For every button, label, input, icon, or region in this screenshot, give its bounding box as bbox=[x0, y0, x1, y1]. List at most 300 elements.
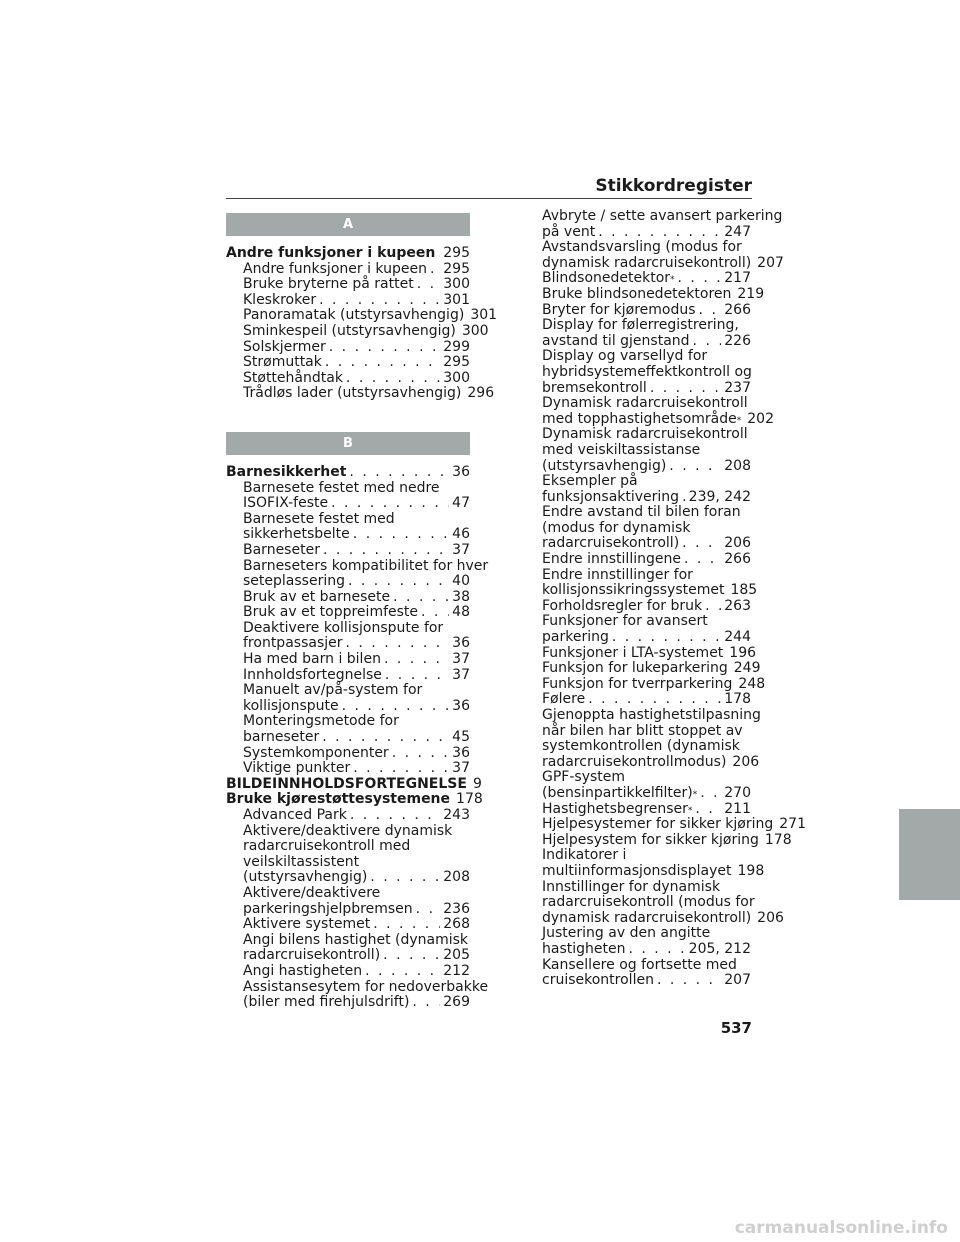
entry-line bbox=[542, 675, 766, 693]
entry-line bbox=[243, 761, 470, 777]
entry-line bbox=[542, 474, 751, 490]
index-sub-entry bbox=[525, 958, 751, 989]
entry-text: seteplassering bbox=[243, 573, 345, 590]
dot-leader bbox=[588, 692, 721, 708]
entry-line bbox=[243, 683, 470, 699]
entry-line bbox=[243, 605, 470, 621]
index-column-right bbox=[525, 208, 806, 989]
entry-text: Hjelpesystem for sikker kjøring bbox=[542, 831, 759, 848]
entry-page-number: 247 bbox=[724, 223, 751, 240]
entry-text: parkering bbox=[542, 629, 609, 646]
entry-line bbox=[243, 340, 470, 356]
entry-text: Bruk av et toppreimfeste bbox=[243, 604, 419, 621]
entry-page-number: 206 bbox=[724, 535, 751, 552]
entry-line bbox=[243, 808, 470, 824]
index-sub-entry bbox=[226, 714, 470, 745]
entry-page-number: 248 bbox=[738, 675, 766, 692]
index-sub-entry bbox=[525, 505, 751, 552]
entry-line bbox=[243, 496, 470, 512]
index-sub-entry bbox=[525, 285, 765, 303]
entry-page-number: 37 bbox=[452, 651, 470, 668]
entry-line bbox=[226, 791, 483, 808]
entry-text: barneseter bbox=[243, 729, 320, 746]
entry-text: Strømuttak bbox=[243, 354, 322, 371]
entry-page-number: 219 bbox=[737, 285, 765, 302]
entry-text: Angi bilens hastighet (dynamisk bbox=[243, 931, 469, 948]
entry-text: Bruk av et barnesete bbox=[243, 588, 391, 605]
entry-text: dynamisk radarcruisekontroll) bbox=[542, 254, 752, 271]
entry-text: radarcruisekontroll (modus for bbox=[542, 894, 755, 911]
entry-page-number: 271 bbox=[779, 816, 806, 833]
dot-leader bbox=[325, 355, 440, 371]
entry-page-number: 299 bbox=[443, 338, 470, 355]
entry-line bbox=[243, 730, 470, 746]
entry-line: Hastighetsbegrenser * . . . 211 bbox=[542, 802, 751, 818]
index-sub-entry bbox=[226, 824, 470, 886]
entry-text: Funksjon for tverrparkering bbox=[542, 675, 733, 692]
entry-text: Gjenoppta hastighetstilpasning bbox=[542, 707, 761, 723]
dot-leader bbox=[370, 870, 440, 886]
entry-line bbox=[542, 816, 806, 833]
entry-text: Endre innstillinger for bbox=[542, 566, 693, 583]
index-sub-entry bbox=[525, 395, 774, 427]
index-sub-entry bbox=[525, 707, 761, 770]
entry-text: Aktivere/deaktivere dynamisk bbox=[243, 822, 453, 839]
index-sub-entry bbox=[226, 917, 470, 933]
entry-text: Funksjoner for avansert bbox=[542, 613, 708, 630]
entry-line bbox=[542, 582, 758, 599]
entry-text: (bensinpartikkelfilter) bbox=[542, 784, 693, 801]
entry-text: kollisjonspute bbox=[243, 697, 339, 714]
entry-line bbox=[226, 465, 470, 481]
entry-line bbox=[542, 770, 751, 786]
index-sub-entry bbox=[525, 675, 766, 693]
index-sub-entry bbox=[525, 318, 751, 349]
entry-line bbox=[542, 552, 751, 568]
entry-text: Barneseter bbox=[243, 541, 320, 558]
entry-line bbox=[542, 958, 751, 974]
entry-text: Ha med barn i bilen bbox=[243, 651, 381, 668]
entry-page-number: 243 bbox=[443, 807, 470, 823]
entry-line bbox=[542, 926, 751, 942]
watermark-text: carmanualsonline.info bbox=[734, 1218, 948, 1238]
chapter-side-tab bbox=[899, 809, 960, 900]
entry-text: bremsekontroll bbox=[542, 379, 647, 396]
entry-text: Bruke blindsonedetektoren bbox=[542, 285, 732, 302]
dot-leader bbox=[348, 574, 449, 590]
entry-line bbox=[542, 521, 751, 537]
entry-line bbox=[243, 543, 470, 559]
entry-text: Aktivere systemet bbox=[243, 916, 371, 933]
entry-page-number: 301 bbox=[443, 291, 470, 308]
dot-leader bbox=[628, 942, 685, 958]
dot-leader bbox=[650, 381, 721, 397]
dot-leader bbox=[705, 599, 721, 615]
index-sub-entry bbox=[525, 926, 751, 957]
entry-text: Advanced Park bbox=[243, 807, 347, 823]
dot-leader bbox=[384, 652, 449, 668]
index-sub-entry bbox=[226, 543, 470, 559]
entry-text: hybridsystemeffektkontroll og bbox=[542, 363, 752, 380]
dot-leader bbox=[430, 262, 440, 278]
entry-text: Eksempler på bbox=[542, 473, 638, 490]
index-sub-entry bbox=[226, 322, 489, 340]
entry-page-number: 205, 212 bbox=[688, 940, 751, 957]
entry-page-number: 206 bbox=[732, 753, 760, 770]
entry-page-number: 202 bbox=[747, 410, 774, 427]
entry-page-number: 244 bbox=[724, 629, 751, 646]
entry-line bbox=[243, 293, 470, 309]
entry-text: når bilen har blitt stoppet av bbox=[542, 722, 743, 739]
entry-text: (utstyrsavhengig) bbox=[542, 457, 667, 474]
entry-line bbox=[542, 443, 751, 459]
index-sub-entry bbox=[226, 277, 470, 293]
section-letter-band: A bbox=[226, 213, 470, 236]
entry-page-number: 266 bbox=[724, 551, 751, 568]
entry-page-number: 36 bbox=[452, 697, 470, 714]
entry-line bbox=[243, 355, 470, 371]
entry-text: Hjelpesystemer for sikker kjøring bbox=[542, 816, 774, 833]
entry-text: Barnesete festet med nedre bbox=[243, 479, 440, 496]
entry-text: Display for følerregistrering, bbox=[542, 317, 739, 334]
entry-text: Dynamisk radarcruisekontroll bbox=[542, 426, 748, 443]
entry-text: GPF-system bbox=[542, 769, 626, 786]
dot-leader bbox=[392, 746, 449, 762]
entry-line: (bensinpartikkelfilter) * . . . 270 bbox=[542, 786, 751, 802]
entry-line bbox=[243, 746, 470, 762]
index-sub-entry bbox=[226, 340, 470, 356]
entry-line bbox=[542, 240, 751, 256]
entry-page-number: 239, 242 bbox=[688, 488, 751, 505]
entry-line bbox=[243, 714, 470, 730]
index-sub-entry bbox=[226, 293, 470, 309]
entry-line bbox=[542, 660, 761, 677]
entry-text: Barnesikkerhet bbox=[226, 463, 347, 480]
index-sub-entry bbox=[226, 808, 470, 824]
entry-line bbox=[243, 948, 470, 964]
entry-page-number: 37 bbox=[452, 760, 470, 777]
entry-line bbox=[243, 262, 470, 278]
entry-line bbox=[542, 490, 751, 506]
dot-leader bbox=[329, 340, 441, 356]
entry-text: Funksjon for lukeparkering bbox=[542, 660, 728, 677]
dot-leader bbox=[693, 334, 722, 350]
entry-text: Display og varsellyd for bbox=[542, 348, 708, 365]
entry-line: Blindsonedetektor * . . . 217 bbox=[542, 271, 751, 287]
entry-line bbox=[542, 285, 765, 303]
entry-text: Panoramatak (utstyrsavhengig) bbox=[243, 307, 465, 324]
dot-leader bbox=[342, 699, 450, 715]
entry-page-number: 266 bbox=[724, 301, 751, 318]
index-sub-entry bbox=[525, 474, 751, 505]
entry-page-number: 208 bbox=[443, 869, 470, 886]
index-main-entry bbox=[226, 775, 482, 793]
entry-line bbox=[542, 536, 751, 552]
index-sub-entry bbox=[525, 614, 751, 645]
entry-text: radarcruisekontrollmodus) bbox=[542, 753, 727, 770]
entry-page-number: 295 bbox=[443, 260, 470, 277]
entry-text: (utstyrsavhengig) bbox=[243, 869, 368, 886]
entry-line bbox=[243, 277, 470, 293]
entry-text: frontpassasjer bbox=[243, 635, 343, 652]
entry-text: Innstillinger for dynamisk bbox=[542, 878, 721, 895]
entry-text: Viktige punkter bbox=[243, 760, 351, 777]
entry-line bbox=[542, 599, 751, 615]
entry-page-number: 226 bbox=[724, 332, 751, 349]
entry-line bbox=[542, 381, 751, 397]
dot-leader bbox=[699, 303, 722, 319]
entry-line bbox=[542, 973, 751, 989]
entry-line bbox=[243, 964, 470, 980]
index-main-entry bbox=[226, 791, 483, 808]
entry-page-number: 196 bbox=[729, 644, 757, 661]
dot-leader bbox=[383, 948, 440, 964]
entry-page-number: 36 bbox=[452, 463, 470, 480]
entry-line bbox=[243, 512, 470, 528]
index-sub-entry bbox=[226, 621, 470, 652]
dot-leader bbox=[346, 636, 450, 652]
entry-line bbox=[542, 862, 765, 880]
index-sub-entry bbox=[226, 371, 470, 387]
dot-leader bbox=[322, 730, 449, 746]
entry-text: kollisjonssikringssystemet bbox=[542, 582, 725, 599]
entry-text: Trådløs lader (utstyrsavhengig) bbox=[243, 385, 462, 402]
dot-leader bbox=[412, 995, 440, 1011]
entry-line bbox=[243, 699, 470, 715]
entry-text: radarcruisekontroll med bbox=[243, 838, 411, 855]
dot-leader bbox=[612, 630, 721, 646]
entry-line bbox=[542, 909, 784, 927]
entry-line bbox=[226, 775, 482, 793]
entry-line bbox=[542, 848, 751, 864]
entry-text: med topphastighetsområde bbox=[542, 410, 737, 427]
index-sub-entry bbox=[525, 802, 751, 818]
entry-text: Monteringsmetode for bbox=[243, 713, 399, 730]
index-sub-entry bbox=[226, 481, 470, 512]
entry-page-number: 38 bbox=[452, 588, 470, 605]
dot-leader bbox=[353, 527, 449, 543]
entry-line bbox=[542, 692, 751, 708]
dot-leader bbox=[684, 552, 721, 568]
entry-text: hastigheten bbox=[542, 940, 626, 957]
entry-page-number: 249 bbox=[733, 660, 761, 677]
index-sub-entry bbox=[226, 964, 470, 980]
index-sub-entry bbox=[226, 590, 470, 606]
dot-leader bbox=[678, 271, 722, 287]
entry-text: Avstandsvarsling (modus for bbox=[542, 239, 742, 256]
index-sub-entry bbox=[525, 303, 751, 319]
entry-line bbox=[542, 459, 751, 475]
index-sub-entry bbox=[525, 770, 751, 801]
page-header-title: Stikkordregister bbox=[595, 176, 752, 196]
entry-line bbox=[243, 855, 470, 871]
index-sub-entry bbox=[525, 427, 751, 474]
entry-text: Bruke bryterne på rattet bbox=[243, 276, 414, 293]
entry-page-number: 212 bbox=[443, 962, 470, 979]
dot-leader bbox=[598, 225, 721, 241]
index-sub-entry bbox=[226, 512, 470, 543]
index-sub-entry bbox=[226, 683, 470, 714]
entry-page-number: 263 bbox=[724, 597, 751, 614]
index-main-entry bbox=[226, 465, 470, 481]
dot-leader bbox=[393, 590, 449, 606]
dot-leader bbox=[438, 246, 440, 262]
entry-page-number: 48 bbox=[452, 604, 470, 621]
entry-page-number: 9 bbox=[472, 775, 482, 792]
entry-line bbox=[243, 590, 470, 606]
index-sub-entry bbox=[525, 599, 751, 615]
entry-text: dynamisk radarcruisekontroll) bbox=[542, 909, 752, 926]
entry-page-number: 40 bbox=[452, 573, 470, 590]
entry-page-number: 300 bbox=[461, 322, 489, 339]
entry-text: på vent bbox=[542, 223, 596, 240]
entry-text: systemkontrollen (dynamisk bbox=[542, 738, 740, 755]
entry-line bbox=[542, 318, 751, 334]
entry-page-number: 268 bbox=[443, 916, 470, 933]
entry-line bbox=[243, 870, 470, 886]
entry-text: Kleskroker bbox=[243, 291, 317, 308]
entry-line bbox=[542, 396, 751, 412]
entry-text: Blindsonedetektor bbox=[542, 270, 671, 287]
entry-text: Systemkomponenter bbox=[243, 744, 389, 761]
index-sub-entry bbox=[226, 355, 470, 371]
dot-leader bbox=[669, 459, 721, 475]
header-rule bbox=[226, 198, 752, 199]
index-sub-entry bbox=[226, 978, 489, 1011]
entry-text: Barnesete festet med bbox=[243, 510, 395, 527]
entry-text: avstand til gjenstand bbox=[542, 332, 690, 349]
entry-text: Følere bbox=[542, 691, 586, 708]
entry-text: Bryter for kjøremodus bbox=[542, 301, 696, 318]
entry-text: Justering av den angitte bbox=[542, 925, 711, 942]
entry-page-number: 295 bbox=[443, 354, 470, 371]
entry-line bbox=[542, 614, 751, 630]
section-gap bbox=[226, 402, 470, 432]
entry-page-number: 237 bbox=[724, 379, 751, 396]
entry-text: Manuelt av/på-system for bbox=[243, 682, 423, 699]
entry-text: Angi hastigheten bbox=[243, 962, 363, 979]
dot-leader bbox=[323, 543, 449, 559]
entry-line bbox=[542, 427, 751, 443]
entry-page-number: 178 bbox=[456, 791, 483, 808]
entry-line bbox=[542, 753, 760, 771]
entry-line bbox=[243, 978, 489, 996]
index-sub-entry bbox=[226, 761, 470, 777]
entry-text: Andre funksjoner i kupeen bbox=[226, 245, 436, 261]
dot-leader bbox=[349, 465, 449, 481]
entry-line bbox=[243, 621, 470, 637]
entry-page-number: 37 bbox=[452, 541, 470, 558]
entry-line bbox=[243, 385, 495, 402]
entry-line bbox=[243, 668, 470, 684]
index-sub-entry bbox=[226, 605, 470, 621]
entry-text: funksjonsaktivering bbox=[542, 488, 680, 505]
entry-line bbox=[542, 365, 751, 381]
index-sub-entry bbox=[525, 552, 751, 568]
dot-leader bbox=[682, 536, 721, 552]
dot-leader bbox=[350, 808, 440, 824]
index-sub-entry bbox=[525, 660, 761, 677]
entry-text: Indikatorer i bbox=[542, 847, 627, 864]
entry-line bbox=[542, 334, 751, 350]
dot-leader bbox=[346, 371, 440, 387]
entry-line bbox=[542, 644, 757, 662]
dot-leader bbox=[416, 902, 441, 918]
section-letter-band: B bbox=[226, 432, 470, 455]
entry-page-number: 236 bbox=[443, 900, 470, 917]
entry-text: cruisekontrollen bbox=[542, 972, 654, 989]
dot-leader bbox=[331, 496, 449, 512]
index-sub-entry bbox=[525, 878, 784, 927]
entry-line bbox=[243, 307, 498, 324]
index-sub-entry bbox=[525, 831, 792, 849]
index-sub-entry bbox=[525, 271, 751, 287]
entry-text: Deaktivere kollisjonspute for bbox=[243, 619, 444, 636]
entry-text: Funksjoner i LTA-systemet bbox=[542, 644, 724, 661]
entry-line bbox=[542, 831, 792, 849]
entry-line bbox=[542, 505, 751, 521]
entry-page-number: 295 bbox=[443, 245, 470, 261]
index-sub-entry bbox=[226, 557, 489, 590]
entry-text: Dynamisk radarcruisekontroll bbox=[542, 395, 748, 412]
entry-text: (modus for dynamisk bbox=[542, 519, 691, 536]
entry-line bbox=[243, 557, 489, 575]
entry-line bbox=[243, 481, 470, 497]
entry-line bbox=[542, 942, 751, 958]
dot-leader bbox=[373, 917, 440, 933]
entry-line bbox=[542, 739, 751, 755]
entry-line bbox=[243, 322, 489, 340]
entry-text: Aktivere/deaktivere bbox=[243, 884, 381, 901]
entry-page-number: 207 bbox=[724, 972, 751, 989]
entry-line bbox=[542, 568, 751, 584]
entry-page-number: 205 bbox=[443, 947, 470, 964]
entry-line bbox=[243, 902, 470, 918]
index-sub-entry bbox=[525, 644, 757, 662]
index-sub-entry bbox=[226, 886, 470, 917]
entry-text: med veiskiltassistanse bbox=[542, 441, 701, 458]
entry-text: Andre funksjoner i kupeen bbox=[243, 260, 427, 277]
entry-line bbox=[243, 886, 470, 902]
entry-line bbox=[226, 246, 470, 262]
entry-page-number: 36 bbox=[452, 744, 470, 761]
entry-line bbox=[542, 630, 751, 646]
entry-line bbox=[243, 371, 470, 387]
entry-page-number: 178 bbox=[764, 831, 792, 848]
entry-line bbox=[243, 636, 470, 652]
entry-text: Kansellere og fortsette med bbox=[542, 956, 737, 973]
dot-leader bbox=[421, 605, 449, 621]
dot-leader bbox=[365, 964, 440, 980]
entry-text: (biler med firehjulsdrift) bbox=[243, 994, 410, 1011]
index-sub-entry bbox=[226, 746, 470, 762]
index-sub-entry bbox=[226, 652, 470, 668]
entry-text: Støttehåndtak bbox=[243, 369, 343, 386]
entry-text: Barneseters kompatibilitet for hver bbox=[243, 557, 489, 574]
entry-line bbox=[243, 574, 470, 590]
dot-leader bbox=[319, 293, 440, 309]
index-sub-entry bbox=[525, 847, 765, 879]
entry-line bbox=[243, 839, 470, 855]
entry-page-number: 198 bbox=[737, 862, 765, 879]
entry-line bbox=[542, 707, 761, 724]
entry-line bbox=[243, 824, 470, 840]
index-sub-entry bbox=[525, 208, 783, 240]
entry-text: ISOFIX-feste bbox=[243, 495, 329, 512]
entry-text: Assistansesytem for nedoverbakke bbox=[243, 978, 489, 995]
entry-line bbox=[243, 933, 470, 949]
entry-page-number: 217 bbox=[724, 270, 751, 287]
